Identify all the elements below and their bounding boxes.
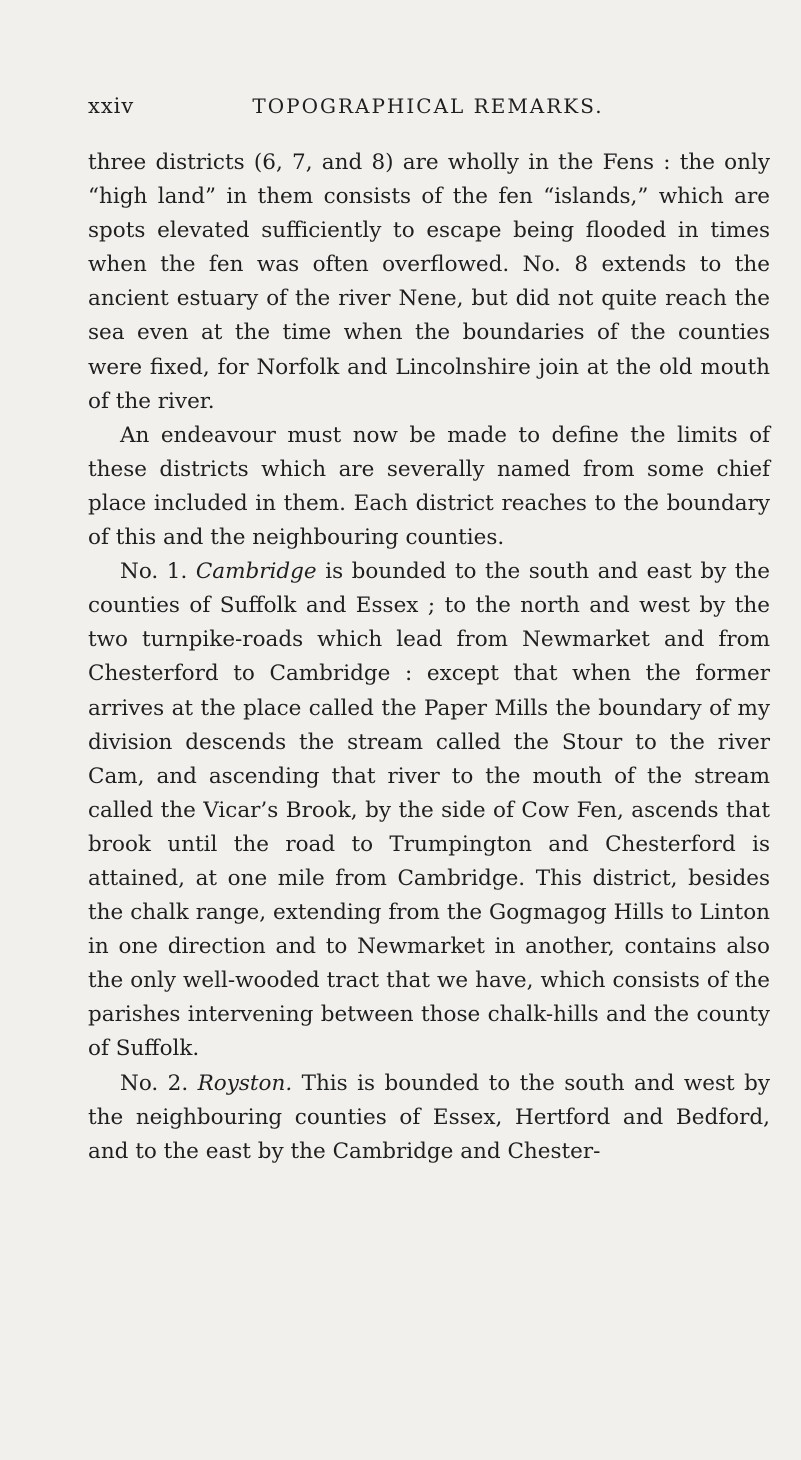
paragraph-text: is bounded to the south and east by the counties of Suffolk and Essex ; to the north and west by the two turnpike-roads which lead from Newmarket and from Chesterford to Cambridge : except that when the former arrives at the place called the Paper Mills the boundary of my division descends the stream called the Stour to the river Cam, and ascending that river to the mouth of the stream called the Vicar’s Brook, by the side of Cow Fen, ascends that brook until the road to Trumpington and Chesterford is attained, at one mile from Cambridge. This district, besides the chalk range, extending from the Gogmagog Hills to Linton in one direction and to Newmarket in another, contains also the only well-wooded tract that we have, which consists of the parishes intervening between those chalk-hills and the county of Suffolk. xyxy=(88,559,770,1062)
paragraph-royston xyxy=(88,1067,770,1169)
paragraph-text: An endeavour must now be made to define the limits of these districts which are severally named from some chief place included in them. Each district reaches to the boundary of this and the neighbouring counties. xyxy=(88,422,770,551)
paragraph-limits xyxy=(88,419,770,555)
district-name: Cambridge xyxy=(195,559,317,585)
section-number: No. 2. xyxy=(120,1070,198,1096)
body-text xyxy=(88,146,770,1169)
page-number: xxiv xyxy=(88,94,135,118)
paragraph-continuation xyxy=(88,146,770,419)
page-header xyxy=(88,94,768,126)
paragraph-cambridge xyxy=(88,555,770,1066)
section-number: No. 1. xyxy=(120,559,196,585)
district-name: Royston. xyxy=(197,1070,293,1096)
running-head: TOPOGRAPHICAL REMARKS. xyxy=(252,94,604,118)
paragraph-text: three districts (6, 7, and 8) are wholly in the Fens : the only “high land” in them consists of the fen “islands,” which are spots elevated sufficiently to escape being flooded in times when the fen was often overflowed. No. 8 extends to the ancient estuary of the river Nene, but did not quite reach the sea even at the time when the boundaries of the counties were fixed, for Norfolk and Lincolnshire join at the old mouth of the river. xyxy=(88,150,770,414)
paragraph-text: This is bounded to the south and west by the neighbouring counties of Essex, Hertford and Bedford, and to the east by the Cambridge and Chester- xyxy=(88,1070,770,1164)
